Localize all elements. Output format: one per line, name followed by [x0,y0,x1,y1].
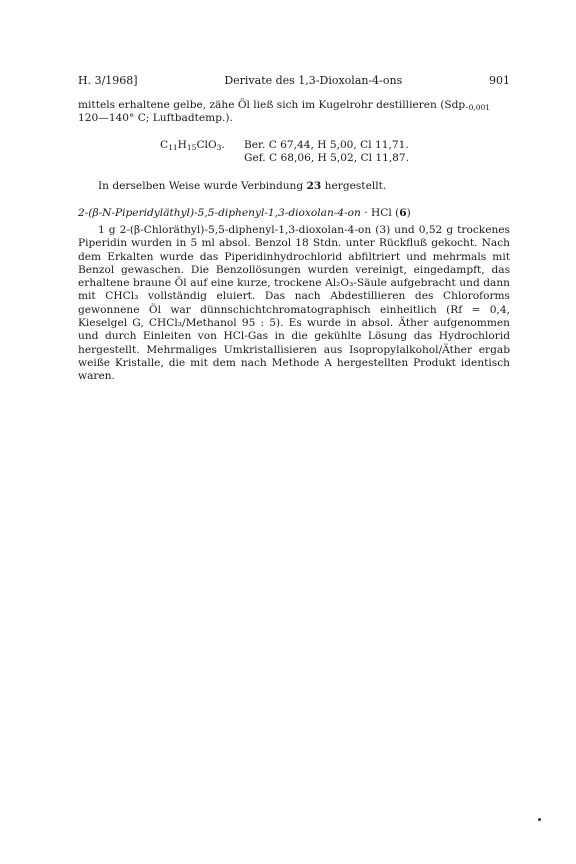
page-mark [538,818,541,821]
page [78,0,510,864]
paragraph-procedure: 1 g 2-(β-Chloräthyl)-5,5-diphenyl-1,3-dioxolan-4-on (3) und 0,52 g trockenes Piperidin wurden in 5 ml absol. Benzol 18 Stdn. unter Rückfluß gekocht. Nach dem Erkalten wurde das Piperidinhydrochlorid abfiltriert und mehrmals mit Benzol gewaschen. Die Benzollösungen wurden vereinigt, eingedampft, das erhaltene braune Öl auf eine kurze, trockene Al₂O₃-Säule aufgebracht und dann mit CHCl₃ vollständig eluiert. Das nach Abdestillieren des Chloroforms gewonnene Öl war dünnschichtchromatographisch einheitlich (Rf = 0,4, Kieselgel G, CHCl₃/Methanol 95 : 5). Es wurde in absol. Äther aufgenommen und durch Einleiten von HCl-Gas in die gekühlte Lösung das Hydrochlorid hergestellt. Mehrmaliges Umkristallisieren aus Isopropylalkohol/Äther ergab weiße Kristalle, die mit dem nach Methode A hergestellten Produkt identisch waren. [78,224,510,383]
compound-heading: 2-(β-N-Piperidyläthyl)-5,5-diphenyl-1,3-dioxolan-4-on · HCl (6) [78,207,411,219]
paragraph-distillation: mittels erhaltene gelbe, zähe Öl ließ sich im Kugelrohr destillieren ($Sdp._{0,001}$ 120—140° C; Luftbadtemp.). [78,99,491,125]
molecular-formula: $C_{11}H_{15}ClO_3$. [160,139,225,152]
elemental-analysis [160,139,409,166]
journal-issue: H. 3/1968] [78,74,138,87]
running-title: Derivate des 1,3-Dioxolan-4-ons [224,74,403,87]
running-header [78,74,510,87]
page-number: 901 [489,74,510,87]
found-values: Gef. C 68,06, H 5,02, Cl 11,87. [244,152,410,165]
calculated-values: Ber. C 67,44, H 5,00, Cl 11,71. [244,139,409,151]
paragraph-compound-23: In derselben Weise wurde Verbindung 23 hergestellt. [98,180,387,192]
